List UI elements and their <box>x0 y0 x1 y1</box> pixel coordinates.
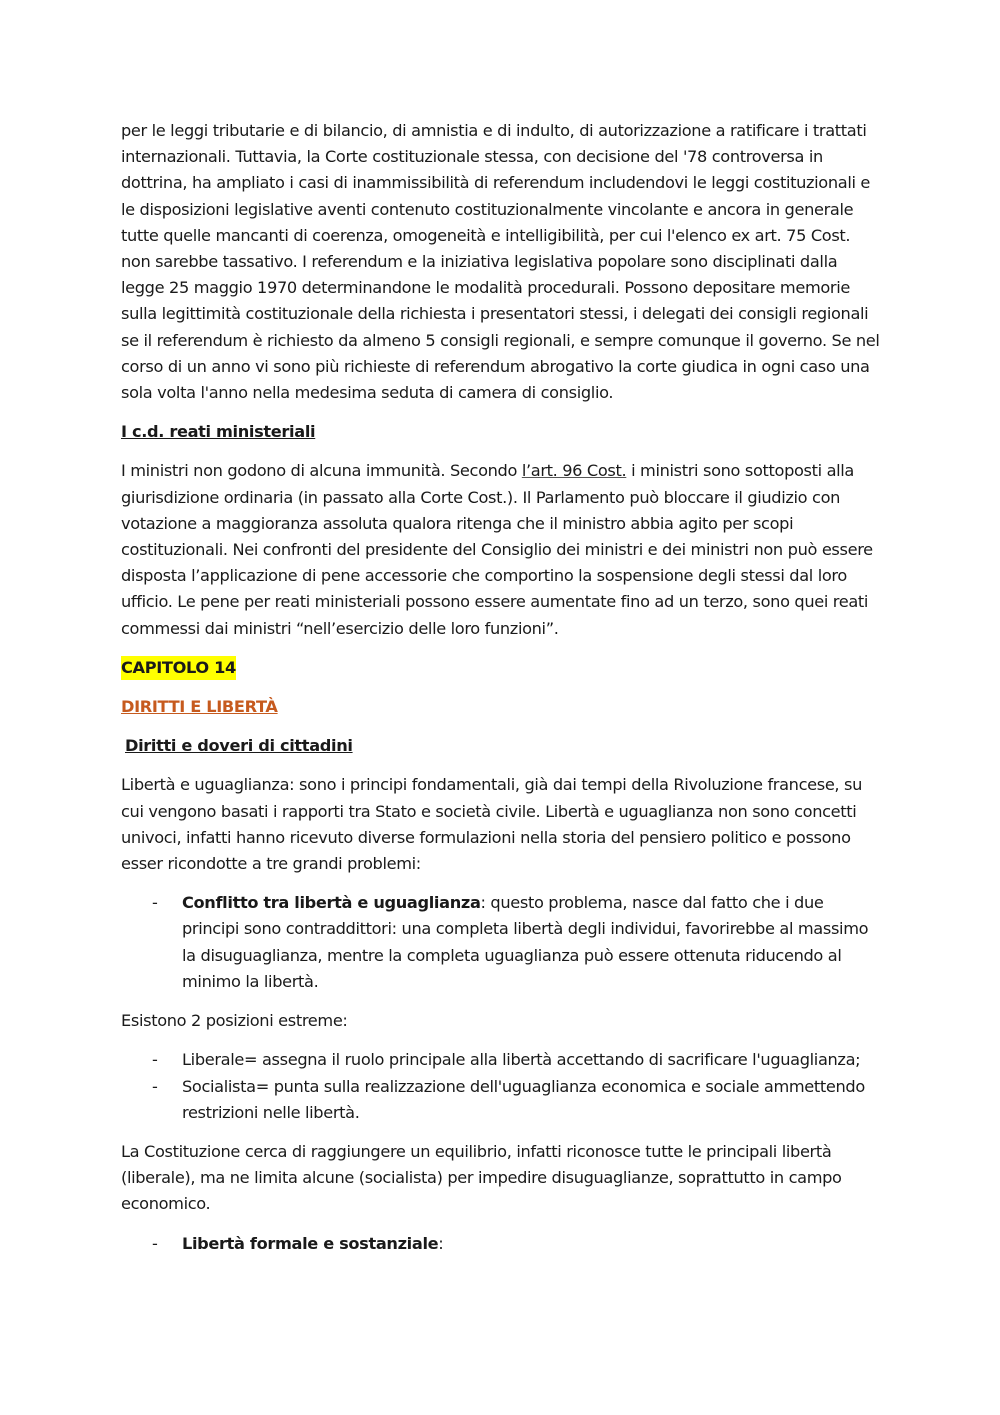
document-page <box>121 118 881 1270</box>
heading-reati-ministeriali: I c.d. reati ministeriali <box>121 422 316 442</box>
paragraph-text: i ministri sono sottoposti alla giurisdizione ordinaria (in passato alla Corte Cost.). Il Parlamento può bloccare il giudizio con votazione a maggioranza assoluta qualora ritenga che il ministro abbia agito per scopi costituzionali. Nei confronti del presidente del Consiglio dei ministri e dei ministri non può essere disposta l’applicazione di pene accessorie che comportino la sospensione degli stessi dal loro ufficio. Le pene per reati ministeriali possono essere aumentate fino ad un terzo, sono quei reati commessi dai ministri “nell’esercizio delle loro funzioni”. <box>121 461 873 638</box>
bullet-dash: - <box>152 1233 158 1253</box>
list-item <box>121 890 881 995</box>
list-item <box>121 1231 881 1257</box>
bullet-dash: - <box>152 893 158 913</box>
list-item <box>121 1047 881 1073</box>
list-item-text: Liberale= assegna il ruolo principale alla libertà accettando di sacrificare l'uguaglianza; <box>182 1050 861 1070</box>
list-item-text: Socialista= punta sulla realizzazione dell'uguaglianza economica e sociale ammettendo restrizioni nelle libertà. <box>182 1076 865 1122</box>
subheading-diritti-doveri: Diritti e doveri di cittadini <box>125 736 353 756</box>
list-item <box>121 1074 881 1126</box>
list-liberta-formale <box>121 1231 881 1257</box>
chapter-heading: CAPITOLO 14 <box>121 656 236 680</box>
paragraph-liberta-uguaglianza: Libertà e uguaglianza: sono i principi fondamentali, già dai tempi della Rivoluzione francese, su cui vengono basati i rapporti tra Stato e società civile. Libertà e uguaglianza non sono concetti univoci, infatti hanno ricevuto diverse formulazioni nella storia del pensiero politico e possono esser ricondotte a tre grandi problemi: <box>121 775 863 874</box>
paragraph-costituzione: La Costituzione cerca di raggiungere un equilibrio, infatti riconosce tutte le principali libertà (liberale), ma ne limita alcune (socialista) per impedire disuguaglianze, soprattutto in campo economico. <box>121 1141 842 1214</box>
bullet-dash: - <box>152 1050 158 1070</box>
list-problems <box>121 890 881 995</box>
list-item-text: : questo problema, nasce dal fatto che i due principi sono contraddittori: una completa libertà degli individui, favorirebbe al massimo la disuguaglianza, mentre la completa uguaglianza può essere ottenuta riducendo al minimo la libertà. <box>182 893 869 991</box>
paragraph-reati-ministeriali <box>121 458 881 641</box>
chapter-heading-wrap <box>121 655 881 681</box>
bullet-dash: - <box>152 1076 158 1096</box>
list-item-text: : <box>438 1233 444 1253</box>
list-item-bold: Libertà formale e sostanziale <box>182 1233 439 1253</box>
art-96-link[interactable]: l’art. 96 Cost. <box>521 461 627 481</box>
paragraph-posizioni: Esistono 2 posizioni estreme: <box>121 1011 348 1031</box>
paragraph-text: I ministri non godono di alcuna immunità. Secondo <box>121 461 522 481</box>
section-title: DIRITTI E LIBERTÀ <box>121 697 278 717</box>
paragraph-referendum: per le leggi tributarie e di bilancio, di amnistia e di indulto, di autorizzazione a ratificare i trattati internazionali. Tuttavia, la Corte costituzionale stessa, con decisione del '78 controversa in dottrina, ha ampliato i casi di inammissibilità di referendum includendovi le leggi costituzionali e le disposizioni legislative aventi contenuto costituzionalmente vincolante e ancora in generale tutte quelle mancanti di coerenza, omogeneità e intelligibilità, per cui l'elenco ex art. 75 Cost. non sarebbe tassativo. I referendum e la iniziativa legislativa popolare sono disciplinati dalla legge 25 maggio 1970 determinandone le modalità procedurali. Possono depositare memorie sulla legittimità costituzionale della richiesta i presentatori stessi, i delegati dei consigli regionali se il referendum è richiesto da almeno 5 consigli regionali, e sempre comunque il governo. Se nel corso di un anno vi sono più richieste di referendum abrogativo la corte giudica in ogni caso una sola volta l'anno nella medesima seduta di camera di consiglio. <box>121 121 880 403</box>
list-positions <box>121 1047 881 1126</box>
list-item-bold: Conflitto tra libertà e uguaglianza <box>182 893 481 913</box>
